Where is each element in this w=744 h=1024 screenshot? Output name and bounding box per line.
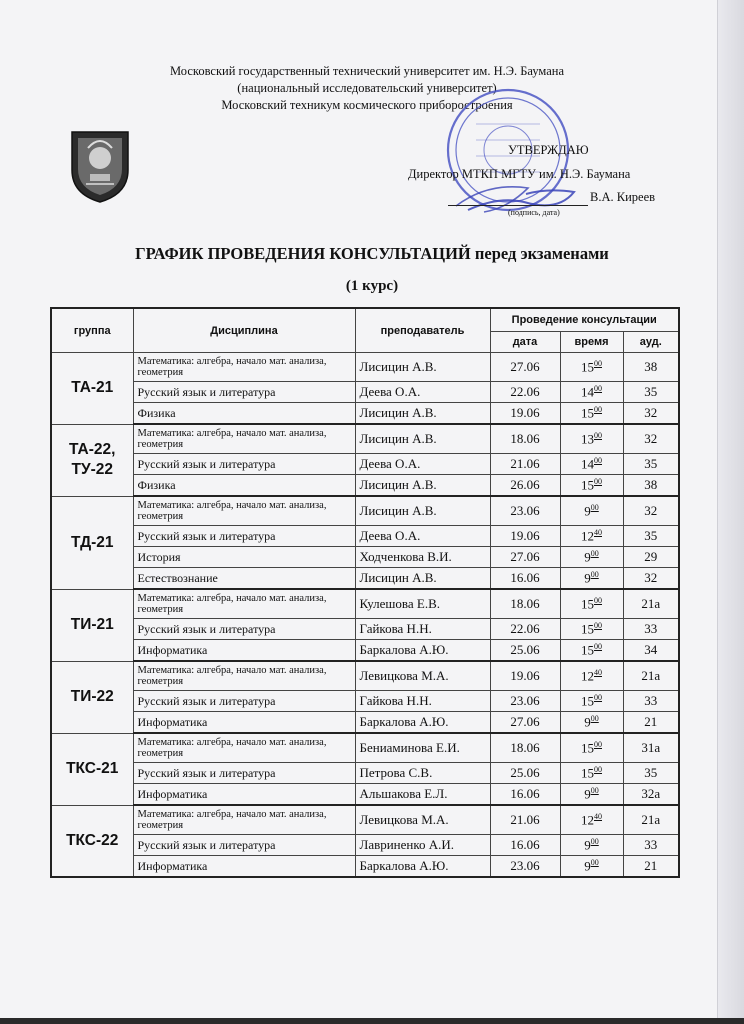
discipline-cell: Русский язык и литература bbox=[133, 454, 355, 475]
time-cell bbox=[560, 547, 623, 568]
time-hours: 15 bbox=[581, 693, 594, 709]
time-hours: 12 bbox=[581, 528, 594, 544]
room-cell: 32 bbox=[623, 496, 679, 526]
room-cell: 35 bbox=[623, 382, 679, 403]
document-title: ГРАФИК ПРОВЕДЕНИЯ КОНСУЛЬТАЦИЙ перед экзаменами bbox=[135, 244, 609, 263]
header-line-1: Московский государственный технический университет им. Н.Э. Баумана bbox=[169, 64, 565, 78]
date-cell: 18.06 bbox=[490, 589, 560, 619]
table-row bbox=[51, 784, 679, 806]
table-row bbox=[51, 712, 679, 734]
table-row bbox=[51, 763, 679, 784]
table-row bbox=[51, 526, 679, 547]
discipline-cell: Информатика bbox=[133, 784, 355, 806]
date-cell: 19.06 bbox=[490, 526, 560, 547]
date-cell: 23.06 bbox=[490, 496, 560, 526]
time-cell bbox=[560, 353, 623, 382]
time-hours: 9 bbox=[584, 549, 591, 565]
room-cell: 33 bbox=[623, 835, 679, 856]
time-hours: 15 bbox=[581, 405, 594, 421]
time-minutes: 00 bbox=[594, 641, 602, 651]
time-minutes: 40 bbox=[594, 811, 602, 821]
teacher-cell: Альшакова Е.Л. bbox=[355, 784, 490, 806]
time-hours: 12 bbox=[581, 812, 594, 828]
header-line-3: Московский техникум космического приборостроения bbox=[221, 98, 513, 112]
teacher-cell: Лисицин А.В. bbox=[355, 403, 490, 425]
date-cell: 16.06 bbox=[490, 835, 560, 856]
time-hours: 9 bbox=[584, 714, 591, 730]
time-hours: 9 bbox=[584, 570, 591, 586]
table-row bbox=[51, 733, 679, 763]
date-cell: 23.06 bbox=[490, 856, 560, 878]
time-cell bbox=[560, 568, 623, 590]
date-cell: 18.06 bbox=[490, 733, 560, 763]
consultation-schedule-table bbox=[50, 307, 680, 878]
room-cell: 21а bbox=[623, 589, 679, 619]
room-cell: 33 bbox=[623, 691, 679, 712]
time-cell bbox=[560, 805, 623, 835]
table-row bbox=[51, 454, 679, 475]
discipline-cell: Информатика bbox=[133, 712, 355, 734]
table-row bbox=[51, 353, 679, 382]
group-name-cell: ТКС-22 bbox=[51, 805, 133, 877]
time-hours: 15 bbox=[581, 642, 594, 658]
discipline-cell: Русский язык и литература bbox=[133, 382, 355, 403]
teacher-cell: Деева О.А. bbox=[355, 526, 490, 547]
time-hours: 15 bbox=[581, 621, 594, 637]
room-cell: 21 bbox=[623, 712, 679, 734]
time-cell bbox=[560, 619, 623, 640]
university-header bbox=[60, 63, 674, 114]
time-minutes: 00 bbox=[590, 857, 599, 867]
date-cell: 19.06 bbox=[490, 661, 560, 691]
time-hours: 12 bbox=[581, 668, 594, 684]
approval-title: УТВЕРЖДАЮ bbox=[508, 143, 589, 157]
room-cell: 32а bbox=[623, 784, 679, 806]
room-cell: 32 bbox=[623, 403, 679, 425]
teacher-cell: Ходченкова В.И. bbox=[355, 547, 490, 568]
time-cell bbox=[560, 661, 623, 691]
teacher-cell: Деева О.А. bbox=[355, 382, 490, 403]
time-cell bbox=[560, 733, 623, 763]
time-hours: 15 bbox=[581, 765, 594, 781]
time-cell bbox=[560, 835, 623, 856]
time-cell bbox=[560, 496, 623, 526]
room-cell: 38 bbox=[623, 475, 679, 497]
time-minutes: 00 bbox=[590, 713, 599, 723]
header-group: группа bbox=[51, 308, 133, 353]
document-subtitle: (1 курс) bbox=[345, 278, 399, 294]
discipline-cell: Русский язык и литература bbox=[133, 619, 355, 640]
table-row bbox=[51, 589, 679, 619]
room-cell: 35 bbox=[623, 454, 679, 475]
approval-name: В.А. Киреев bbox=[590, 190, 656, 204]
time-hours: 15 bbox=[581, 477, 594, 493]
date-cell: 16.06 bbox=[490, 784, 560, 806]
date-cell: 22.06 bbox=[490, 382, 560, 403]
university-emblem-icon bbox=[66, 124, 134, 204]
table-row bbox=[51, 382, 679, 403]
time-hours: 15 bbox=[581, 596, 594, 612]
time-minutes: 40 bbox=[594, 667, 602, 677]
discipline-cell: Математика: алгебра, начало мат. анализа, геометрия bbox=[133, 353, 355, 382]
teacher-cell: Левицкова М.А. bbox=[355, 661, 490, 691]
table-row bbox=[51, 403, 679, 425]
discipline-cell: Естествознание bbox=[133, 568, 355, 590]
date-cell: 26.06 bbox=[490, 475, 560, 497]
discipline-cell: Математика: алгебра, начало мат. анализа, геометрия bbox=[133, 589, 355, 619]
discipline-cell: Математика: алгебра, начало мат. анализа, геометрия bbox=[133, 661, 355, 691]
room-cell: 21 bbox=[623, 856, 679, 878]
room-cell: 33 bbox=[623, 619, 679, 640]
teacher-cell: Баркалова А.Ю. bbox=[355, 640, 490, 662]
table-row bbox=[51, 496, 679, 526]
teacher-cell: Петрова С.В. bbox=[355, 763, 490, 784]
time-cell bbox=[560, 475, 623, 497]
time-minutes: 00 bbox=[594, 383, 602, 393]
header-date: дата bbox=[490, 332, 560, 353]
room-cell: 32 bbox=[623, 424, 679, 454]
time-minutes: 00 bbox=[594, 430, 602, 440]
teacher-cell: Баркалова А.Ю. bbox=[355, 856, 490, 878]
teacher-cell: Лавриненко А.И. bbox=[355, 835, 490, 856]
date-cell: 21.06 bbox=[490, 805, 560, 835]
time-hours: 15 bbox=[581, 359, 594, 375]
date-cell: 19.06 bbox=[490, 403, 560, 425]
time-minutes: 00 bbox=[594, 739, 602, 749]
time-hours: 13 bbox=[581, 431, 594, 447]
room-cell: 35 bbox=[623, 763, 679, 784]
room-cell: 34 bbox=[623, 640, 679, 662]
table-row bbox=[51, 856, 679, 878]
time-hours: 9 bbox=[584, 503, 591, 519]
teacher-cell: Лисицин А.В. bbox=[355, 424, 490, 454]
time-hours: 9 bbox=[584, 786, 591, 802]
date-cell: 25.06 bbox=[490, 763, 560, 784]
time-minutes: 00 bbox=[594, 358, 602, 368]
date-cell: 25.06 bbox=[490, 640, 560, 662]
header-line-2: (национальный исследовательский университет) bbox=[237, 81, 497, 95]
header-teacher: преподаватель bbox=[355, 308, 490, 353]
time-cell bbox=[560, 454, 623, 475]
teacher-cell: Лисицин А.В. bbox=[355, 496, 490, 526]
time-cell bbox=[560, 691, 623, 712]
time-hours: 14 bbox=[581, 456, 594, 472]
discipline-cell: Русский язык и литература bbox=[133, 763, 355, 784]
time-minutes: 00 bbox=[590, 548, 599, 558]
table-row bbox=[51, 568, 679, 590]
group-name-cell: ТИ-21 bbox=[51, 589, 133, 661]
table-row bbox=[51, 640, 679, 662]
header-time: время bbox=[560, 332, 623, 353]
room-cell: 32 bbox=[623, 568, 679, 590]
table-row bbox=[51, 805, 679, 835]
table-row bbox=[51, 691, 679, 712]
page-edge-shadow bbox=[717, 0, 744, 1024]
time-minutes: 00 bbox=[594, 404, 602, 414]
discipline-cell: Информатика bbox=[133, 856, 355, 878]
teacher-cell: Деева О.А. bbox=[355, 454, 490, 475]
room-cell: 38 bbox=[623, 353, 679, 382]
date-cell: 18.06 bbox=[490, 424, 560, 454]
teacher-cell: Баркалова А.Ю. bbox=[355, 712, 490, 734]
time-cell bbox=[560, 403, 623, 425]
scan-bottom-edge bbox=[0, 1018, 744, 1024]
table-row bbox=[51, 475, 679, 497]
date-cell: 23.06 bbox=[490, 691, 560, 712]
time-cell bbox=[560, 424, 623, 454]
date-cell: 22.06 bbox=[490, 619, 560, 640]
time-cell bbox=[560, 589, 623, 619]
teacher-cell: Лисицин А.В. bbox=[355, 353, 490, 382]
time-minutes: 00 bbox=[590, 502, 599, 512]
signature-caption: (подпись, дата) bbox=[508, 208, 560, 217]
group-name-cell: ТА-21 bbox=[51, 353, 133, 425]
table-row bbox=[51, 835, 679, 856]
teacher-cell: Гайкова Н.Н. bbox=[355, 619, 490, 640]
time-minutes: 00 bbox=[594, 620, 602, 630]
table-row bbox=[51, 661, 679, 691]
teacher-cell: Гайкова Н.Н. bbox=[355, 691, 490, 712]
time-minutes: 00 bbox=[594, 692, 602, 702]
time-hours: 9 bbox=[584, 837, 591, 853]
discipline-cell: Русский язык и литература bbox=[133, 691, 355, 712]
teacher-cell: Бениаминова Е.И. bbox=[355, 733, 490, 763]
date-cell: 27.06 bbox=[490, 353, 560, 382]
group-name-cell: ТА-22, ТУ-22 bbox=[51, 424, 133, 496]
date-cell: 21.06 bbox=[490, 454, 560, 475]
table-row bbox=[51, 424, 679, 454]
time-hours: 15 bbox=[581, 740, 594, 756]
discipline-cell: Физика bbox=[133, 403, 355, 425]
time-cell bbox=[560, 784, 623, 806]
teacher-cell: Левицкова М.А. bbox=[355, 805, 490, 835]
teacher-cell: Лисицин А.В. bbox=[355, 568, 490, 590]
discipline-cell: Математика: алгебра, начало мат. анализа, геометрия bbox=[133, 424, 355, 454]
discipline-cell: Русский язык и литература bbox=[133, 526, 355, 547]
group-name-cell: ТД-21 bbox=[51, 496, 133, 589]
time-cell bbox=[560, 526, 623, 547]
header-consultation: Проведение консультации bbox=[490, 308, 679, 332]
time-minutes: 00 bbox=[590, 569, 599, 579]
room-cell: 35 bbox=[623, 526, 679, 547]
time-cell bbox=[560, 763, 623, 784]
time-hours: 14 bbox=[581, 384, 594, 400]
time-minutes: 00 bbox=[590, 836, 599, 846]
time-minutes: 00 bbox=[594, 455, 602, 465]
schedule-body bbox=[51, 353, 679, 878]
time-minutes: 00 bbox=[594, 595, 602, 605]
date-cell: 27.06 bbox=[490, 547, 560, 568]
discipline-cell: Математика: алгебра, начало мат. анализа, геометрия bbox=[133, 733, 355, 763]
date-cell: 16.06 bbox=[490, 568, 560, 590]
date-cell: 27.06 bbox=[490, 712, 560, 734]
time-cell bbox=[560, 382, 623, 403]
time-minutes: 00 bbox=[594, 476, 602, 486]
time-minutes: 40 bbox=[594, 527, 602, 537]
discipline-cell: Математика: алгебра, начало мат. анализа, геометрия bbox=[133, 805, 355, 835]
time-minutes: 00 bbox=[590, 785, 599, 795]
approval-role: Директор МТКП МГТУ им. Н.Э. Баумана bbox=[408, 167, 631, 181]
group-name-cell: ТИ-22 bbox=[51, 661, 133, 733]
room-cell: 31а bbox=[623, 733, 679, 763]
time-cell bbox=[560, 712, 623, 734]
room-cell: 21а bbox=[623, 661, 679, 691]
table-row bbox=[51, 619, 679, 640]
discipline-cell: Физика bbox=[133, 475, 355, 497]
time-cell bbox=[560, 640, 623, 662]
discipline-cell: Информатика bbox=[133, 640, 355, 662]
discipline-cell: Русский язык и литература bbox=[133, 835, 355, 856]
discipline-cell: История bbox=[133, 547, 355, 568]
teacher-cell: Кулешова Е.В. bbox=[355, 589, 490, 619]
table-row bbox=[51, 547, 679, 568]
time-cell bbox=[560, 856, 623, 878]
discipline-cell: Математика: алгебра, начало мат. анализа, геометрия bbox=[133, 496, 355, 526]
time-minutes: 00 bbox=[594, 764, 602, 774]
time-hours: 9 bbox=[584, 858, 591, 874]
header-room: ауд. bbox=[623, 332, 679, 353]
room-cell: 21а bbox=[623, 805, 679, 835]
header-discipline: Дисциплина bbox=[133, 308, 355, 353]
teacher-cell: Лисицин А.В. bbox=[355, 475, 490, 497]
group-name-cell: ТКС-21 bbox=[51, 733, 133, 805]
room-cell: 29 bbox=[623, 547, 679, 568]
